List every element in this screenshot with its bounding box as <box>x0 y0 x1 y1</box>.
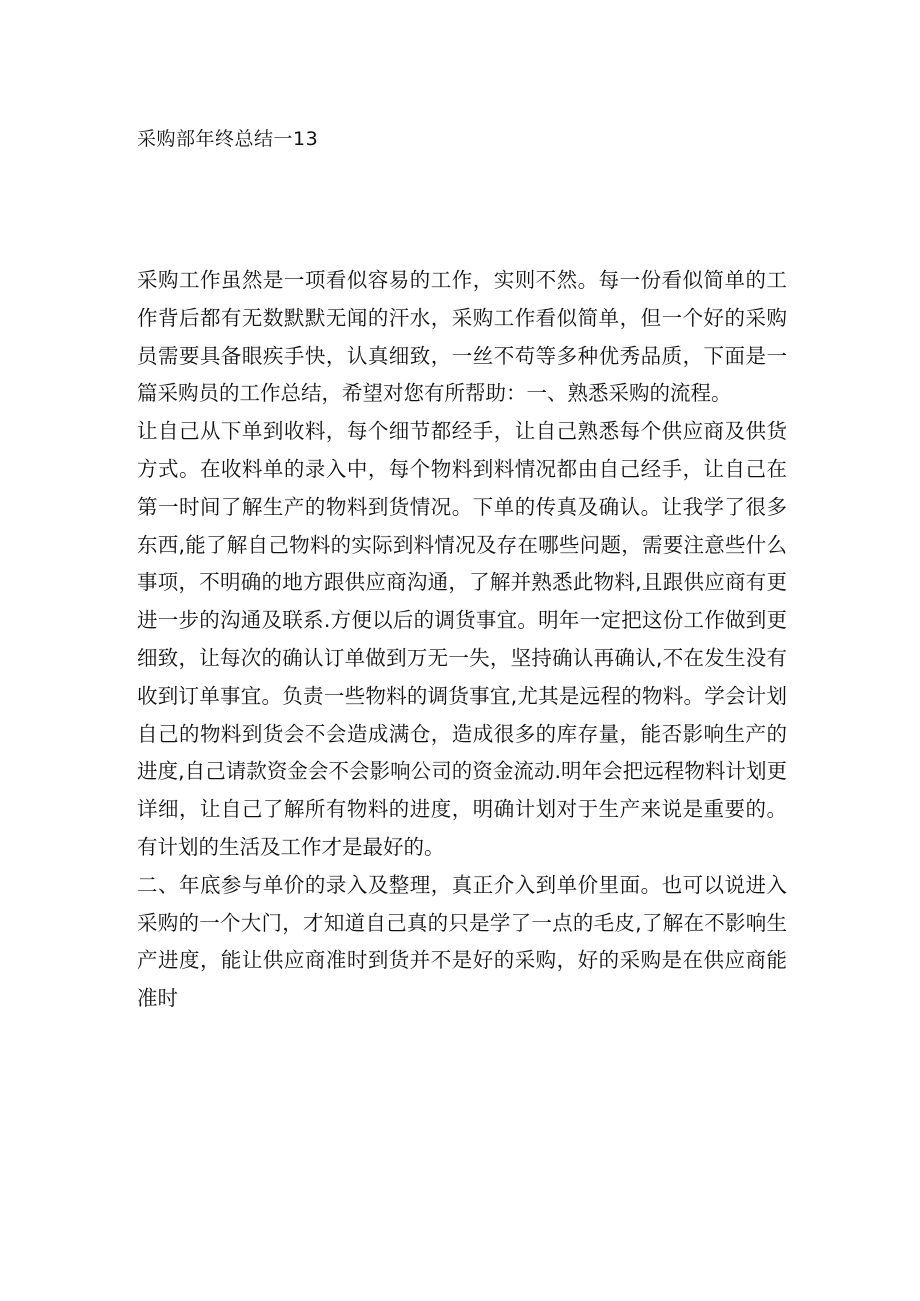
document-body <box>137 262 787 1018</box>
paragraph-process: 让自己从下单到收料，每个细节都经手，让自己熟悉每个供应商及供货方式。在收料单的录入中，每个物料到料情况都由自己经手，让自己在第一时间了解生产的物料到货情况。下单的传真及确认。让我学了很多东西,能了解自己物料的实际到料情况及存在哪些问题，需要注意些什么事项，不明确的地方跟供应商沟通，了解并熟悉此物料,且跟供应商有更进一步的沟通及联系.方便以后的调货事宜。明年一定把这份工作做到更细致，让每次的确认订单做到万无一失，坚持确认再确认,不在发生没有收到订单事宜。负责一些物料的调货事宜,尤其是远程的物料。学会计划自己的物料到货会不会造成满仓，造成很多的库存量，能否影响生产的进度,自己请款资金会不会影响公司的资金流动.明年会把远程物料计划更详细，让自己了解所有物料的进度，明确计划对于生产来说是重要的。有计划的生活及工作才是最好的。 <box>137 419 787 859</box>
paragraph-unit-price: 二、年底参与单价的录入及整理，真正介入到单价里面。也可以说进入采购的一个大门，才知道自己真的只是学了一点的毛皮,了解在不影响生产进度，能让供应商准时到货并不是好的采购，好的采购是在供应商能准时 <box>137 872 787 1011</box>
paragraph-intro: 采购工作虽然是一项看似容易的工作，实则不然。每一份看似简单的工作背后都有无数默默无闻的汗水，采购工作看似简单，但一个好的采购员需要具备眼疾手快，认真细致，一丝不苟等多种优秀品质，下面是一篇采购员的工作总结，希望对您有所帮助：一、熟悉采购的流程。 <box>137 268 787 406</box>
document-title: 采购部年终总结一13 <box>137 128 319 150</box>
